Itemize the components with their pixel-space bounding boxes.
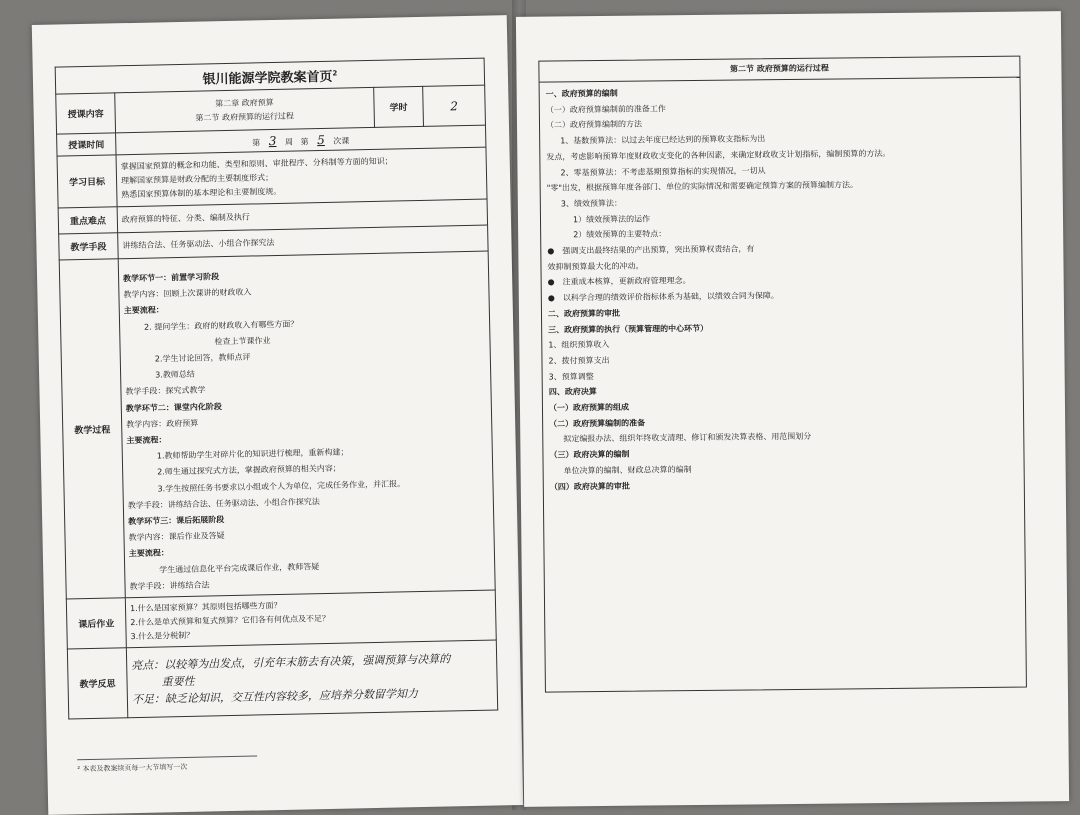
process-line: 教学手段：讲练结合法 (129, 580, 210, 591)
continuation-line: 2）绩效预算的主要特点： (573, 229, 667, 240)
means-label: 教学手段 (59, 233, 119, 260)
continuation-line: 发点，考虑影响预算年度财政收支变化的各种因素，来确定财政收支计划指标，编制预算的方法。 (546, 148, 891, 162)
continuation-line: 三、政府预算的执行（预算管理的中心环节） (548, 323, 709, 335)
continuation-line: 拟定编报办法、组织年终收支清理、修订和颁发决算表格、用范围划分 (563, 432, 812, 444)
continuation-line: （二）政府预算编制的准备 (549, 418, 646, 429)
objectives-cell (116, 147, 487, 207)
process-line: 主要流程： (123, 305, 164, 316)
objective-line: 理解国家预算是财政分配的主要制度形式； (120, 172, 274, 185)
process-line: 2. 提问学生：政府的财政收入有哪些方面？ (144, 319, 299, 332)
continuation-box (538, 56, 1027, 693)
week-suffix: 周 (284, 137, 294, 147)
process-cell (118, 251, 495, 598)
key-points-text: 政府预算的特征、分类、编制及执行 (117, 199, 487, 233)
continuation-line: 1、基数预算法：以过去年度已经达到的预算收支指标为出 (560, 134, 766, 146)
reflection-line: 不足：缺乏论知识，交互性内容较多，应培养分数留学知力 (131, 686, 418, 706)
objective-line: 熟悉国家预算体制的基本理论和主要制度规。 (121, 186, 282, 199)
title-text: 银川能源学院教案首页 (202, 69, 333, 87)
section-text: 第二节 政府预算的运行过程 (195, 111, 295, 123)
course-time-label: 授课时间 (57, 133, 116, 156)
process-line: 教学内容：政府预算 (126, 418, 199, 429)
reflection-label: 教学反思 (67, 648, 127, 719)
means-text: 讲练结合法、任务驱动法、小组合作探究法 (118, 225, 488, 259)
process-line: 教学环节三：课后拓展阶段 (128, 515, 225, 527)
continuation-line: 1、组织预算收入 (548, 340, 610, 350)
footnote: ² 本表及教案续页每一大节填写一次 (77, 756, 257, 775)
process-line: 主要流程： (126, 435, 167, 446)
continuation-content (540, 78, 1024, 499)
continuation-line: 效抑制预算最大化的冲动。 (547, 261, 644, 272)
process-line: 教学手段：探究式教学 (125, 385, 206, 397)
process-line: 主要流程： (128, 548, 169, 559)
course-content-label: 授课内容 (56, 93, 116, 134)
process-line: 教学手段：讲练结合法、任务驱动法、小组合作探究法 (127, 496, 320, 510)
process-line: 教学内容：课后作业及答疑 (128, 531, 225, 543)
continuation-line: 单位决算的编制、财政总决算的编制 (563, 464, 692, 476)
continuation-line: "零"出发，根据预算年度各部门、单位的实际情况和需要确定预算方案的预算编制方法。 (546, 180, 859, 193)
process-line: 学生通过信息化平台完成课后作业，教师答疑 (159, 561, 320, 575)
lesson-plan-table (55, 58, 499, 720)
continuation-line: 2、零基预算法：不考虑基期预算指标的实现情况，一切从 (560, 165, 766, 177)
key-points-label: 重点难点 (58, 207, 118, 234)
left-page (32, 15, 523, 815)
continuation-line: （四）政府决算的审批 (549, 481, 630, 492)
continuation-line: 2、拨付预算支出 (548, 355, 610, 366)
continuation-line: 1）绩效预算法的运作 (572, 214, 651, 224)
homework-line: 2.什么是单式预算和复式预算？它们各有何优点及不足？ (130, 613, 330, 627)
lesson-prefix: 第 (300, 136, 309, 146)
process-label: 教学过程 (59, 259, 125, 599)
lesson-value: 5 (316, 132, 325, 147)
continuation-line: ● 以科学合理的绩效评价指标体系为基础，以绩效合同为保障。 (548, 286, 1016, 307)
process-line: 教学内容：回顾上次课讲的财政收入 (123, 287, 252, 300)
hours-label: 学时 (374, 86, 424, 127)
continuation-line: ● 强调支出最终结果的产出预算，突出预算权责结合，有 (547, 239, 1015, 260)
continuation-line: 3、绩效预算法： (560, 198, 622, 209)
title-superscript: 2 (332, 68, 338, 77)
continuation-line: 3、预算调整 (548, 371, 594, 382)
continuation-line: （一）政府预算编制前的准备工作 (545, 104, 666, 115)
process-line: 教学环节一：前置学习阶段 (123, 272, 220, 284)
homework-label: 课后作业 (66, 598, 126, 649)
continuation-line: （三）政府决算的编制 (549, 449, 630, 460)
process-line: 教学环节二：课堂内化阶段 (125, 401, 222, 413)
hours-value: 2 (423, 85, 486, 126)
reflection-line: 重要性 (161, 674, 195, 689)
objectives-label: 学习目标 (57, 155, 117, 208)
homework-line: 3.什么是分税制？ (130, 630, 195, 641)
chapter-text: 第二章 政府预算 (215, 97, 274, 108)
continuation-line: 二、政府预算的审批 (547, 308, 621, 319)
right-page (516, 11, 1069, 807)
process-line: 1.教师帮助学生对碎片化的知识进行梳理，重新构建； (156, 447, 349, 461)
continuation-line: 四、政府决算 (548, 387, 597, 397)
continuation-line: （二）政府预算编制的方法 (545, 119, 643, 130)
process-line: 2.师生通过探究式方法，掌握政府预算的相关内容； (157, 464, 341, 477)
process-line: 2.学生讨论回答，教师点评 (154, 352, 251, 364)
week-value: 3 (268, 133, 277, 148)
homework-cell (125, 590, 496, 648)
reflection-line: 亮点：以较筹为出发点，引充年末筋去有决策，强调预算与决算的 (131, 652, 451, 672)
process-line: 检查上节课作业 (214, 335, 271, 347)
lesson-suffix: 次课 (333, 135, 350, 146)
process-line: 3.教师总结 (155, 369, 195, 380)
course-content-cell (115, 87, 375, 132)
continuation-line: （一）政府预算的组成 (548, 402, 630, 413)
process-line: 3.学生按照任务书要求以小组或个人为单位，完成任务作业，并汇报。 (157, 478, 406, 494)
reflection-cell (126, 640, 497, 718)
continuation-title: 第二节 政府预算的运行过程 (539, 57, 1019, 83)
week-prefix: 第 (252, 137, 261, 147)
homework-line: 1.什么是国家预算？其原则包括哪些方面？ (129, 600, 282, 613)
continuation-line: 一、政府预算的编制 (545, 88, 618, 99)
objective-line: 掌握国家预算的概念和功能、类型和原则、审批程序、分科制等方面的知识； (120, 156, 393, 171)
continuation-line: ● 注重成本核算，更新政府管理理念。 (548, 270, 1016, 291)
